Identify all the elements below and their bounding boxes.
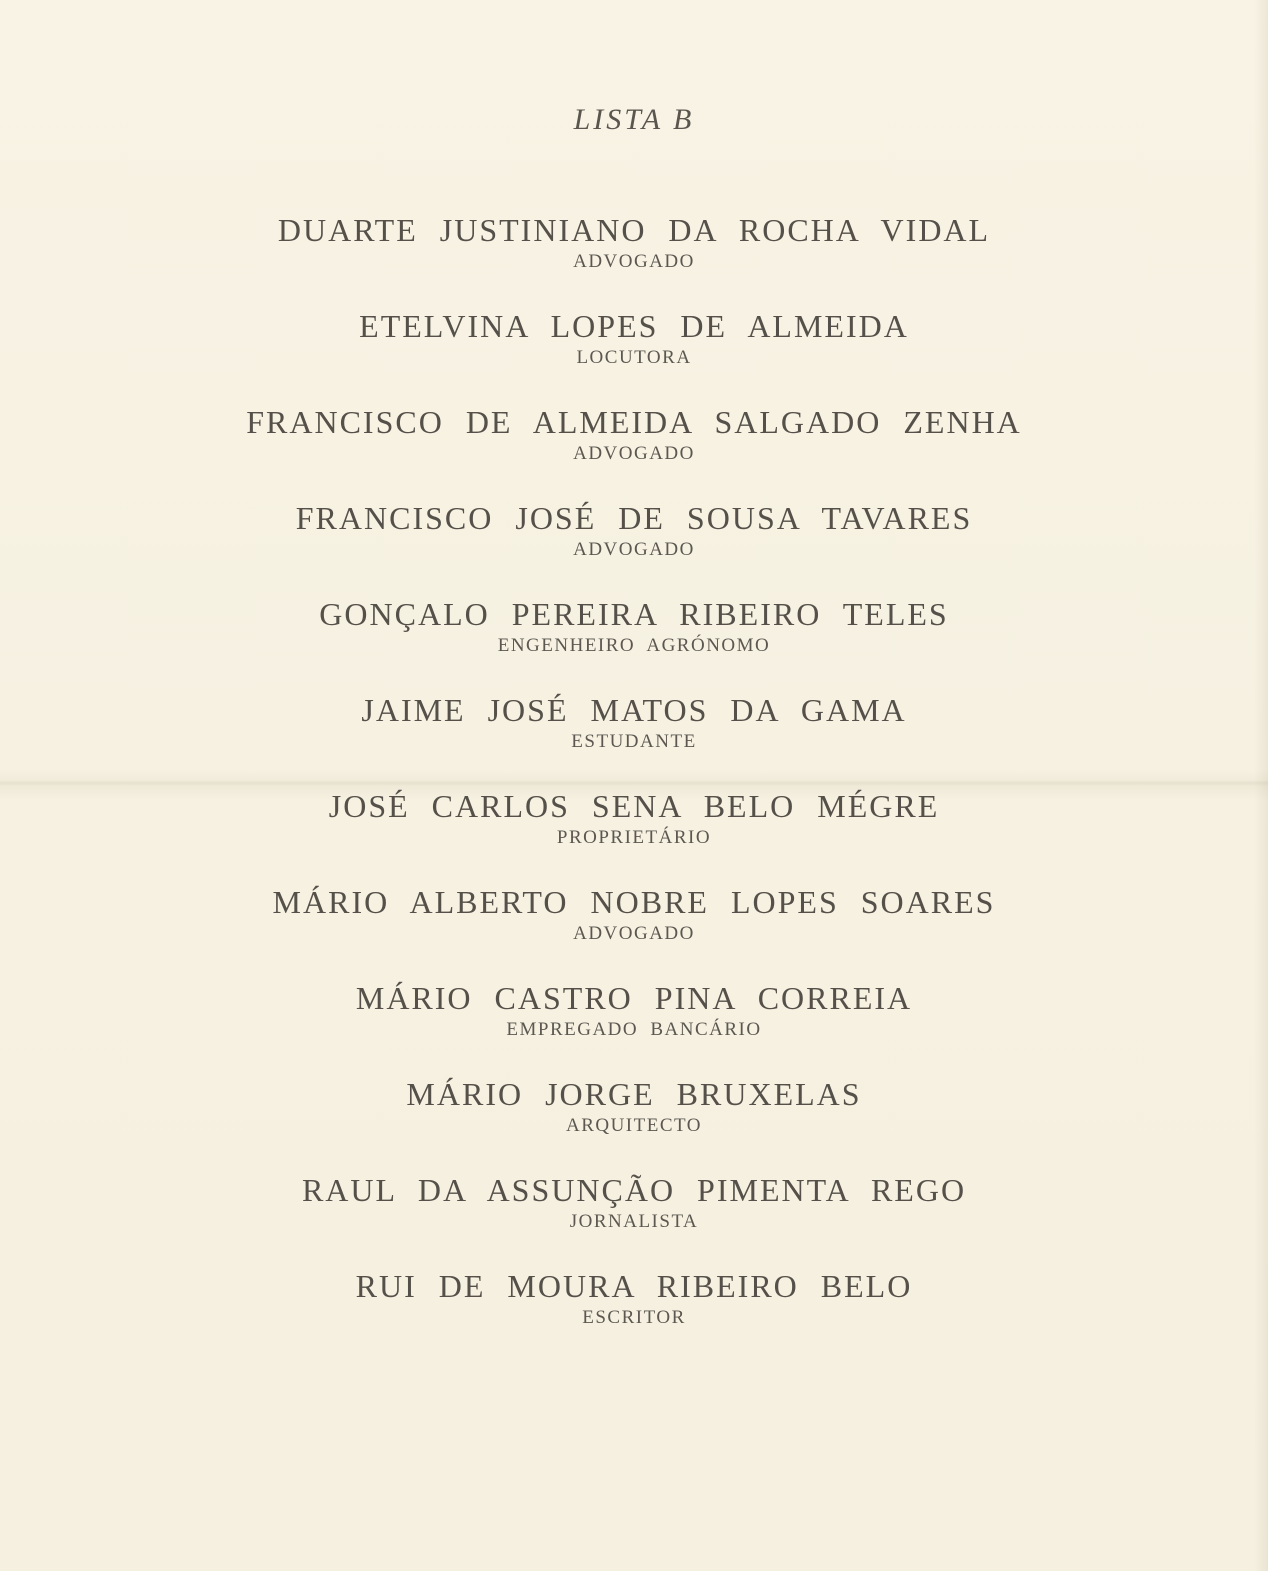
candidate-name: FRANCISCO JOSÉ DE SOUSA TAVARES: [295, 500, 973, 536]
list-item: [0, 402, 1268, 498]
list-item: [0, 978, 1268, 1074]
list-item: [0, 690, 1268, 786]
candidate-profession: ADVOGADO: [573, 443, 695, 464]
list-item: [0, 1170, 1268, 1266]
candidate-profession: ESCRITOR: [582, 1307, 686, 1328]
candidate-list: [0, 210, 1268, 1362]
candidate-name: RAUL DA ASSUNÇÃO PIMENTA REGO: [301, 1172, 967, 1208]
list-item: [0, 306, 1268, 402]
candidate-name: RUI DE MOURA RIBEIRO BELO: [355, 1268, 913, 1304]
list-item: [0, 1266, 1268, 1362]
list-item: [0, 882, 1268, 978]
document-title: LISTA B: [573, 103, 695, 136]
candidate-profession: ESTUDANTE: [571, 731, 697, 752]
candidate-name: JAIME JOSÉ MATOS DA GAMA: [361, 692, 907, 728]
candidate-profession: EMPREGADO BANCÁRIO: [506, 1019, 762, 1040]
candidate-name: GONÇALO PEREIRA RIBEIRO TELES: [319, 596, 949, 632]
candidate-profession: LOCUTORA: [576, 347, 692, 368]
candidate-name: JOSÉ CARLOS SENA BELO MÉGRE: [328, 788, 940, 824]
list-item: [0, 498, 1268, 594]
candidate-profession: PROPRIETÁRIO: [556, 827, 712, 848]
candidate-profession: ARQUITECTO: [565, 1115, 703, 1136]
candidate-name: DUARTE JUSTINIANO DA ROCHA VIDAL: [277, 212, 991, 248]
candidate-profession: JORNALISTA: [569, 1211, 699, 1232]
list-item: [0, 210, 1268, 306]
candidate-name: FRANCISCO DE ALMEIDA SALGADO ZENHA: [246, 404, 1022, 440]
list-item: [0, 786, 1268, 882]
list-item: [0, 594, 1268, 690]
candidate-profession: ENGENHEIRO AGRÓNOMO: [497, 635, 771, 656]
candidate-profession: ADVOGADO: [573, 251, 695, 272]
candidate-name: MÁRIO JORGE BRUXELAS: [406, 1076, 862, 1112]
candidate-name: MÁRIO ALBERTO NOBRE LOPES SOARES: [272, 884, 996, 920]
candidate-profession: ADVOGADO: [573, 539, 695, 560]
list-item: [0, 1074, 1268, 1170]
candidate-name: ETELVINA LOPES DE ALMEIDA: [359, 308, 909, 344]
candidate-profession: ADVOGADO: [573, 923, 695, 944]
candidate-name: MÁRIO CASTRO PINA CORREIA: [355, 980, 913, 1016]
